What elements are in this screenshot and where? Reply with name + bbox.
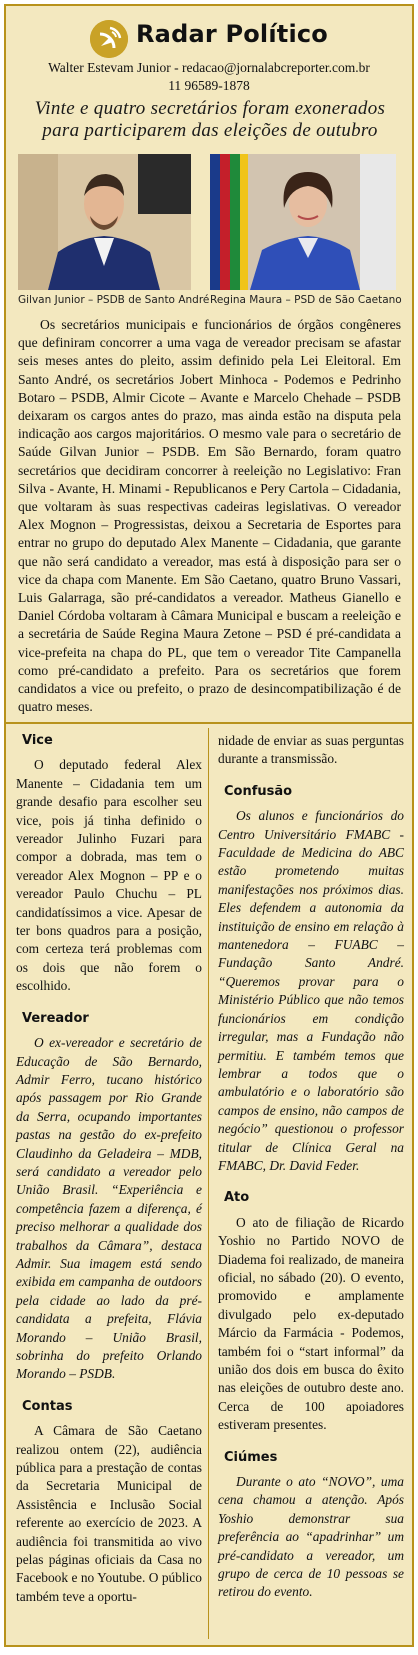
section-text-vice: O deputado federal Alex Manente – Cidadania tem um grande desafio para escolher seu vice, pois já tinha definido o vereador Julinho Fuzari para compor a dobrada, mas tem o vereador Alex Mognon – PP e o vereador Paulo Chuchu – PL candidatíssimos a vice. Apesar de ter bons quadros para a posição, com certeza terá problemas com os dois que não forem o escolhido.	[16, 757, 202, 994]
byline: Walter Estevam Junior - redacao@jornalabcreporter.com.br	[48, 60, 370, 75]
section-text-ato: O ato de filiação de Ricardo Yoshio no Partido NOVO de Diadema foi realizado, de maneira oficial, no sábado (20). O evento, promovido e amplamente divulgado pelo ex-deputado Márcio da Farmácia - Podemos, também foi o “start informal” da união dos dois em busca do êxito nas eleições de outubro deste ano. Cerca de 100 apoiadores estiveram presentes.	[218, 1214, 404, 1433]
radar-logo-icon	[90, 20, 128, 58]
section-title-contas: Contas	[22, 1398, 73, 1414]
section-title-ato: Ato	[224, 1190, 250, 1206]
photo-caption-regina: Regina Maura – PSD de São Caetano	[210, 294, 402, 306]
section-text-confusao: Os alunos e funcionários do Centro Universitário FMABC - Faculdade de Medicina do ABC estão prometendo muitas manifestações nos próximos dias. Eles defendem a autonomia da instituição de ensino em relação à mantenedora – FUABC – Fundação Santo André. “Queremos provar para o Ministério Público que não temos funcionários em condição irregular, mas a Fundação não permitiu. E também temos que lembrar a todos que o ambulatório e o laboratório são campos de ensino, não campos de negócio” questionou o professor titular de Clínica Geral na FMABC, Dr. David Feder.	[218, 808, 404, 1173]
section-title-vice: Vice	[22, 733, 53, 748]
article-body: Os secretários municipais e funcionários de órgãos congêneres que definiram concorrer a uma vaga de vereador precisam se afastar seis meses antes do pleito, assim definido pela Lei Eleitoral. Em Santo André, os secretários Jobert Minhoca - Podemos e Pedrinho Botaro – PSDB, Almir Cicote – Avante e Marcelo Chehade – PSDB deixaram os cargos antes do prazo, mas ainda estão na disputa pela indicação aos cargos majoritários. O mesmo vale para o secretário de Saúde Gilvan Junior – PSDB. Em São Bernardo, foram quatro secretários que decidiram concorrer à reeleição no Legislativo: Fran Silva - Avante, H. Minami - Republicanos e Pery Cartola – Cidadania, que voltaram às suas respectivas cadeiras legislativas. O vereador Alex Mognon – Progressistas, deixou a Secretaria de Esportes para entrar no grupo do deputado Alex Manente – Cidadania, que garante que não será candidato a vereador, mas está à disposição para ser o vice da chapa com Manente. Em São Caetano, quatro Bruno Vassari, Luis Galarraga, são pré-candidatos a vereador. Matheus Gianello e Daniel Córdoba voltaram à Câmara Municipal e buscam a reeleição e a secretária de Saúde Regina Maura Zetone – PSD é pré-candidata a vice-prefeita na chapa do PL, que tem o vereador Tite Campanella como pré-candidato a prefeito. Para os secretários que forem candidatos a vice ou prefeito, o prazo de desincompatibilização é de quatro meses.	[18, 317, 401, 715]
column-title: Radar Político	[136, 20, 328, 48]
photo-caption-gilvan: Gilvan Junior – PSDB de Santo André	[18, 294, 210, 306]
right-column	[218, 728, 404, 1616]
photo-regina-maura	[210, 154, 396, 290]
section-text-contas: A Câmara de São Caetano realizou ontem (22), audiência pública para a prestação de contas da Secretaria Municipal de Assistência e Inclusão Social referente ao exercício de 2023. A audiência foi transmitida ao vivo pelas páginas oficiais da Casa no Facebook e no Youtube. O público também teve a oportu-	[16, 1423, 202, 1604]
section-title-confusao: Confusão	[224, 783, 293, 799]
section-text-contas-continued: nidade de enviar as suas perguntas durante a transmissão.	[218, 733, 404, 767]
section-text-vereador: O ex-vereador e secretário de Educação de São Bernardo, Admir Ferro, tucano histórico após passagem por Rio Grande da Serra, ocupando importantes pastas na gestão do ex-prefeito Claudinho da Geladeira – MDB, será candidato a vereador pelo União Brasil. “Experiência e competência fazem a diferença, é preciso melhorar a qualidade dos trabalhos da Câmara”, destaca Admir. Sua imagem está sendo exibida em campanha de outdoors pela cidade ao lado da pré-candidata a prefeita, Flávia Morando – União Brasil, sobrinha do prefeito Orlando Morando – PSDB.	[16, 1035, 202, 1382]
column-separator	[208, 728, 209, 1639]
section-text-ciumes: Durante o ato “NOVO”, uma cena chamou a atenção. Após Yoshio demonstrar sua preferência ao “apadrinhar” um pré-candidato a vereador, um grupo de cerca de 10 pessoas se retirou do evento.	[218, 1474, 404, 1600]
photo-gilvan-junior	[18, 154, 191, 290]
section-title-vereador: Vereador	[22, 1010, 89, 1026]
left-column	[16, 728, 202, 1620]
section-divider	[6, 722, 412, 724]
section-title-ciumes: Ciúmes	[224, 1449, 278, 1465]
headline: Vinte e quatro secretários foram exonerados para participarem das eleições de outubro	[34, 98, 386, 141]
news-column	[4, 4, 414, 1647]
article-header	[6, 6, 412, 721]
phone-number: 11 96589-1878	[168, 78, 250, 93]
